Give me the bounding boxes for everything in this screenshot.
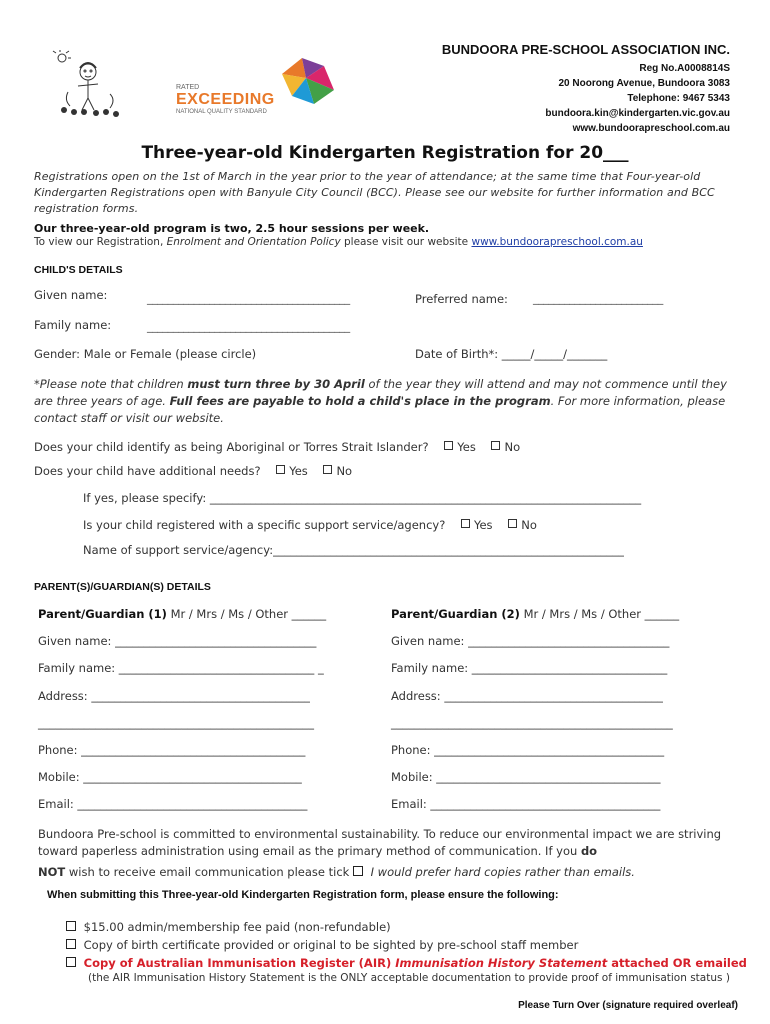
- note-bold-1: must turn three by 30 April: [187, 377, 365, 391]
- support-yes-label: Yes: [473, 518, 493, 532]
- organisation-website: www.bundoorapreschool.com.au: [572, 123, 730, 134]
- parent-2-address-field[interactable]: Address: ______________________________________: [391, 689, 663, 703]
- parents-heading: PARENT(S)/GUARDIAN(S) DETAILS: [34, 581, 211, 593]
- checklist-item-birth-certificate: [66, 936, 747, 954]
- aboriginal-question-text: Does your child identify as being Aboriginal or Torres Strait Islander?: [34, 440, 429, 454]
- note-part-1: *Please note that children: [34, 377, 188, 391]
- birth-certificate-label: Copy of birth certificate provided or original to be sighted by pre-school staff member: [83, 938, 579, 952]
- preferred-name-label: Preferred name:: [415, 292, 508, 306]
- fee-checkbox[interactable]: [66, 921, 76, 931]
- environment-not: NOT: [38, 865, 66, 879]
- support-yes-checkbox[interactable]: [461, 519, 470, 528]
- submission-heading: When submitting this Three-year-old Kindergarten Registration form, please ensure the following:: [47, 889, 559, 901]
- rating-rated-text: RATED: [176, 84, 200, 91]
- registration-number: Reg No.A0008814S: [639, 63, 730, 74]
- environment-text-1: Bundoora Pre-school is committed to environmental sustainability. To reduce our environmental impact we are striving toward paperless administration using email as the primary method of communication. If you: [38, 827, 722, 858]
- parent-2-label: Parent/Guardian (2): [391, 607, 520, 621]
- policy-suffix: please visit our website: [340, 236, 472, 248]
- please-turn-over: Please Turn Over (signature required overleaf): [518, 1000, 738, 1011]
- parent-1-given-name-field[interactable]: Given name: ___________________________________: [38, 634, 317, 648]
- environment-text-2: wish to receive email communication please tick: [65, 865, 353, 879]
- aboriginal-no-label: No: [504, 440, 521, 454]
- date-of-birth-field[interactable]: Date of Birth*: _____/_____/_______: [415, 347, 608, 361]
- parent-1-address-line-2[interactable]: ________________________________________________: [38, 716, 314, 730]
- rating-exceeding-text: EXCEEDING: [176, 91, 275, 108]
- hard-copies-label: I would prefer hard copies rather than emails.: [366, 865, 635, 879]
- immunisation-label-b: Immunisation History Statement: [395, 956, 608, 970]
- organisation-address: 20 Noorong Avenue, Bundoora 3083: [558, 78, 730, 89]
- parent-1-title-options[interactable]: Mr / Mrs / Ms / Other ______: [166, 607, 327, 621]
- organisation-header: [442, 42, 730, 136]
- policy-prefix: To view our Registration,: [34, 236, 167, 248]
- checklist-item-immunisation: [66, 954, 747, 972]
- support-service-question: [83, 518, 537, 532]
- specify-needs-field[interactable]: If yes, please specify: ___________________________________________________________________________: [83, 491, 642, 505]
- submission-checklist: [66, 918, 747, 985]
- website-link[interactable]: www.bundoorapreschool.com.au: [471, 236, 643, 248]
- support-service-name-field[interactable]: Name of support service/agency:_____________________________________________________________: [83, 543, 624, 557]
- child-drawing-logo: [40, 50, 140, 125]
- note-bold-2: Full fees are payable to hold a child's place in the program: [169, 394, 551, 408]
- aboriginal-no-checkbox[interactable]: [491, 441, 500, 450]
- environment-do: do: [580, 844, 598, 858]
- parent-2-family-name-field[interactable]: Family name: __________________________________: [391, 661, 668, 675]
- immunisation-note: (the AIR Immunisation History Statement is the ONLY acceptable documentation to provide proof of immunisation status ): [88, 972, 730, 984]
- note-part-3: . For more information, please contact staff or visit our website.: [34, 394, 726, 425]
- parent-2-mobile-field[interactable]: Mobile: _______________________________________: [391, 770, 661, 784]
- age-requirement-note: [34, 376, 734, 427]
- page-title: Three-year-old Kindergarten Registration for 20___: [141, 143, 629, 163]
- family-name-field[interactable]: _______________________________________: [147, 320, 350, 333]
- program-sessions: Our three-year-old program is two, 2.5 hour sessions per week.: [34, 222, 430, 235]
- hard-copies-checkbox[interactable]: [353, 866, 363, 876]
- parent-2-phone-field[interactable]: Phone: ________________________________________: [391, 743, 665, 757]
- additional-needs-yes-checkbox[interactable]: [276, 465, 285, 474]
- organisation-name: BUNDOORA PRE-SCHOOL ASSOCIATION INC.: [441, 42, 730, 57]
- immunisation-checkbox[interactable]: [66, 957, 76, 967]
- note-part-2: of the year they will attend and may not commence until they are three years of age.: [34, 377, 727, 408]
- rating-standard-text: NATIONAL QUALITY STANDARD: [176, 109, 267, 115]
- aboriginal-question: [34, 440, 520, 454]
- fee-label: $15.00 admin/membership fee paid (non-refundable): [83, 920, 391, 934]
- parent-1-mobile-field[interactable]: Mobile: ______________________________________: [38, 770, 302, 784]
- parent-1-label: Parent/Guardian (1): [38, 607, 167, 621]
- immunisation-label-a: Copy of Australian Immunisation Register (AIR): [83, 956, 396, 970]
- child-details-heading: CHILD'S DETAILS: [34, 264, 123, 276]
- support-service-text: Is your child registered with a specific support service/agency?: [83, 518, 446, 532]
- parent-1-family-name-field[interactable]: Family name: __________________________________ _: [38, 661, 324, 675]
- parent-1-email-field[interactable]: Email: ________________________________________: [38, 797, 308, 811]
- additional-needs-question: [34, 464, 352, 478]
- additional-needs-yes-label: Yes: [289, 464, 308, 478]
- organisation-telephone: Telephone: 9467 5343: [627, 93, 730, 104]
- intro-paragraph: Registrations open on the 1st of March in the year prior to the year of attendance; at the same time that Four-year-old Kindergarten Registrations open with Banyule City Council (BCC). Please see our website for further information and BCC registration forms.: [34, 170, 715, 215]
- parent-1-title-line: [38, 607, 326, 621]
- policy-line: [34, 236, 643, 248]
- policy-name: Enrolment and Orientation Policy: [166, 236, 341, 248]
- immunisation-label-c: attached OR emailed: [607, 956, 747, 970]
- family-name-label: Family name:: [34, 318, 112, 332]
- environment-statement: [38, 826, 728, 884]
- checklist-item-fee: [66, 918, 747, 936]
- aboriginal-yes-checkbox[interactable]: [444, 441, 453, 450]
- support-no-label: No: [521, 518, 537, 532]
- aboriginal-yes-label: Yes: [457, 440, 476, 454]
- parent-2-given-name-field[interactable]: Given name: ___________________________________: [391, 634, 670, 648]
- additional-needs-no-label: No: [336, 464, 353, 478]
- gender-field[interactable]: Gender: Male or Female (please circle): [34, 347, 257, 361]
- parent-1-phone-field[interactable]: Phone: _______________________________________: [38, 743, 306, 757]
- additional-needs-no-checkbox[interactable]: [323, 465, 332, 474]
- parent-2-title-line: [391, 607, 679, 621]
- parent-2-title-options[interactable]: Mr / Mrs / Ms / Other ______: [519, 607, 680, 621]
- support-no-checkbox[interactable]: [508, 519, 517, 528]
- preferred-name-field[interactable]: _________________________: [533, 292, 664, 305]
- given-name-label: Given name:: [34, 288, 108, 302]
- birth-certificate-checkbox[interactable]: [66, 939, 76, 949]
- additional-needs-text: Does your child have additional needs?: [34, 464, 261, 478]
- parent-2-address-line-2[interactable]: _________________________________________________: [391, 716, 673, 730]
- given-name-field[interactable]: _______________________________________: [147, 292, 350, 305]
- parent-1-address-field[interactable]: Address: ______________________________________: [38, 689, 310, 703]
- exceeding-rating-logo: [176, 56, 346, 118]
- organisation-email: bundoora.kin@kindergarten.vic.gov.au: [545, 108, 730, 119]
- parent-2-email-field[interactable]: Email: ________________________________________: [391, 797, 661, 811]
